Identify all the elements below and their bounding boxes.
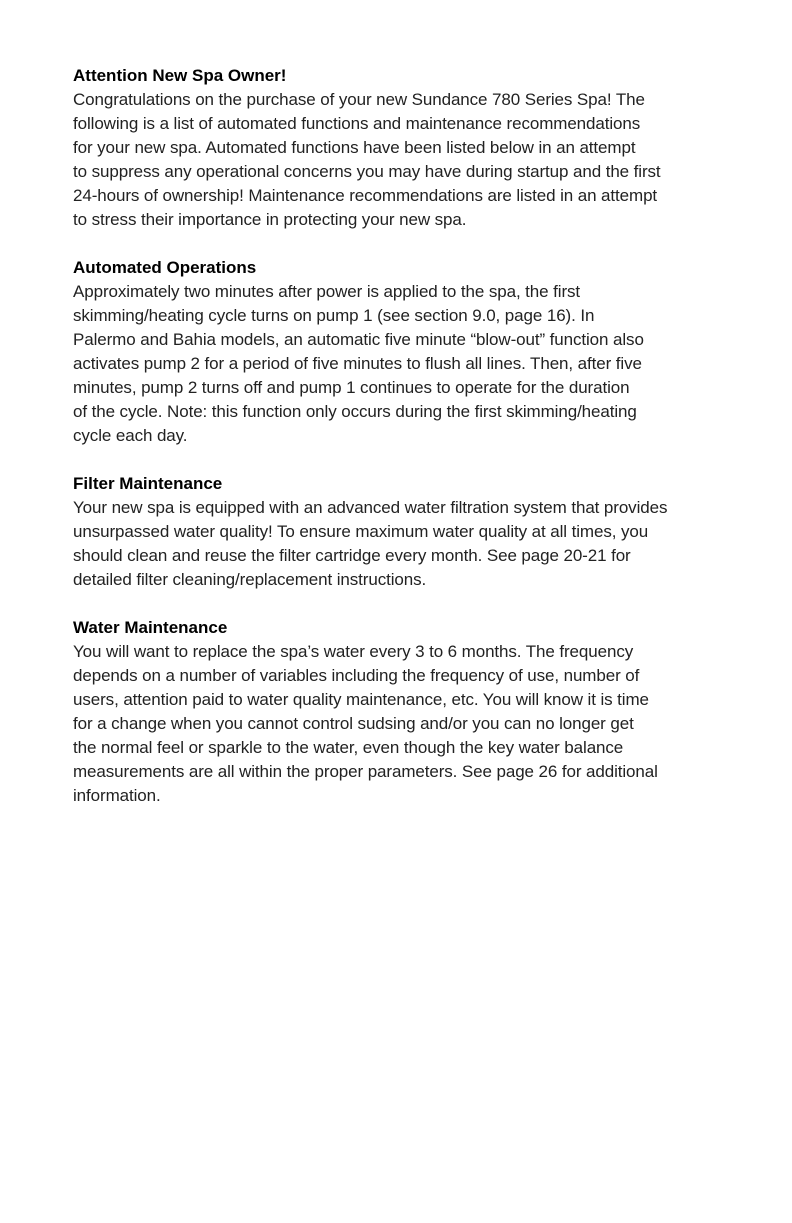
section-heading: Filter Maintenance [73, 474, 223, 493]
section-water-maintenance [73, 616, 753, 808]
body-line: to suppress any operational concerns you may have during startup and the first [73, 162, 661, 181]
body-line: depends on a number of variables including the frequency of use, number of [73, 666, 640, 685]
section-heading: Water Maintenance [73, 618, 228, 637]
body-line: skimming/heating cycle turns on pump 1 (see section 9.0, page 16). In [73, 306, 595, 325]
section-automated-operations [73, 256, 753, 448]
document-page [73, 64, 753, 832]
body-line: cycle each day. [73, 426, 188, 445]
body-line: should clean and reuse the filter cartridge every month. See page 20-21 for [73, 546, 631, 565]
body-line: Your new spa is equipped with an advanced water filtration system that provides [73, 498, 668, 517]
body-line: information. [73, 786, 161, 805]
body-line: Palermo and Bahia models, an automatic five minute “blow-out” function also [73, 330, 644, 349]
section-body [73, 280, 753, 448]
section-body [73, 640, 753, 808]
body-line: to stress their importance in protecting your new spa. [73, 210, 467, 229]
body-line: users, attention paid to water quality maintenance, etc. You will know it is time [73, 690, 649, 709]
body-line: Congratulations on the purchase of your new Sundance 780 Series Spa! The [73, 90, 645, 109]
body-line: 24-hours of ownership! Maintenance recommendations are listed in an attempt [73, 186, 658, 205]
body-line: You will want to replace the spa’s water every 3 to 6 months. The frequency [73, 642, 634, 661]
section-body [73, 496, 753, 592]
body-line: the normal feel or sparkle to the water, even though the key water balance [73, 738, 624, 757]
body-line: minutes, pump 2 turns off and pump 1 continues to operate for the duration [73, 378, 630, 397]
body-line: for a change when you cannot control sudsing and/or you can no longer get [73, 714, 634, 733]
body-line: detailed filter cleaning/replacement instructions. [73, 570, 427, 589]
section-filter-maintenance [73, 472, 753, 592]
section-heading: Automated Operations [73, 258, 257, 277]
section-body [73, 88, 753, 232]
body-line: following is a list of automated functions and maintenance recommendations [73, 114, 641, 133]
body-line: for your new spa. Automated functions have been listed below in an attempt [73, 138, 636, 157]
body-line: measurements are all within the proper parameters. See page 26 for additional [73, 762, 658, 781]
section-attention-new-spa-owner [73, 64, 753, 232]
section-heading: Attention New Spa Owner! [73, 66, 287, 85]
body-line: of the cycle. Note: this function only occurs during the first skimming/heating [73, 402, 637, 421]
body-line: activates pump 2 for a period of five minutes to flush all lines. Then, after five [73, 354, 642, 373]
body-line: Approximately two minutes after power is applied to the spa, the first [73, 282, 581, 301]
body-line: unsurpassed water quality! To ensure maximum water quality at all times, you [73, 522, 649, 541]
